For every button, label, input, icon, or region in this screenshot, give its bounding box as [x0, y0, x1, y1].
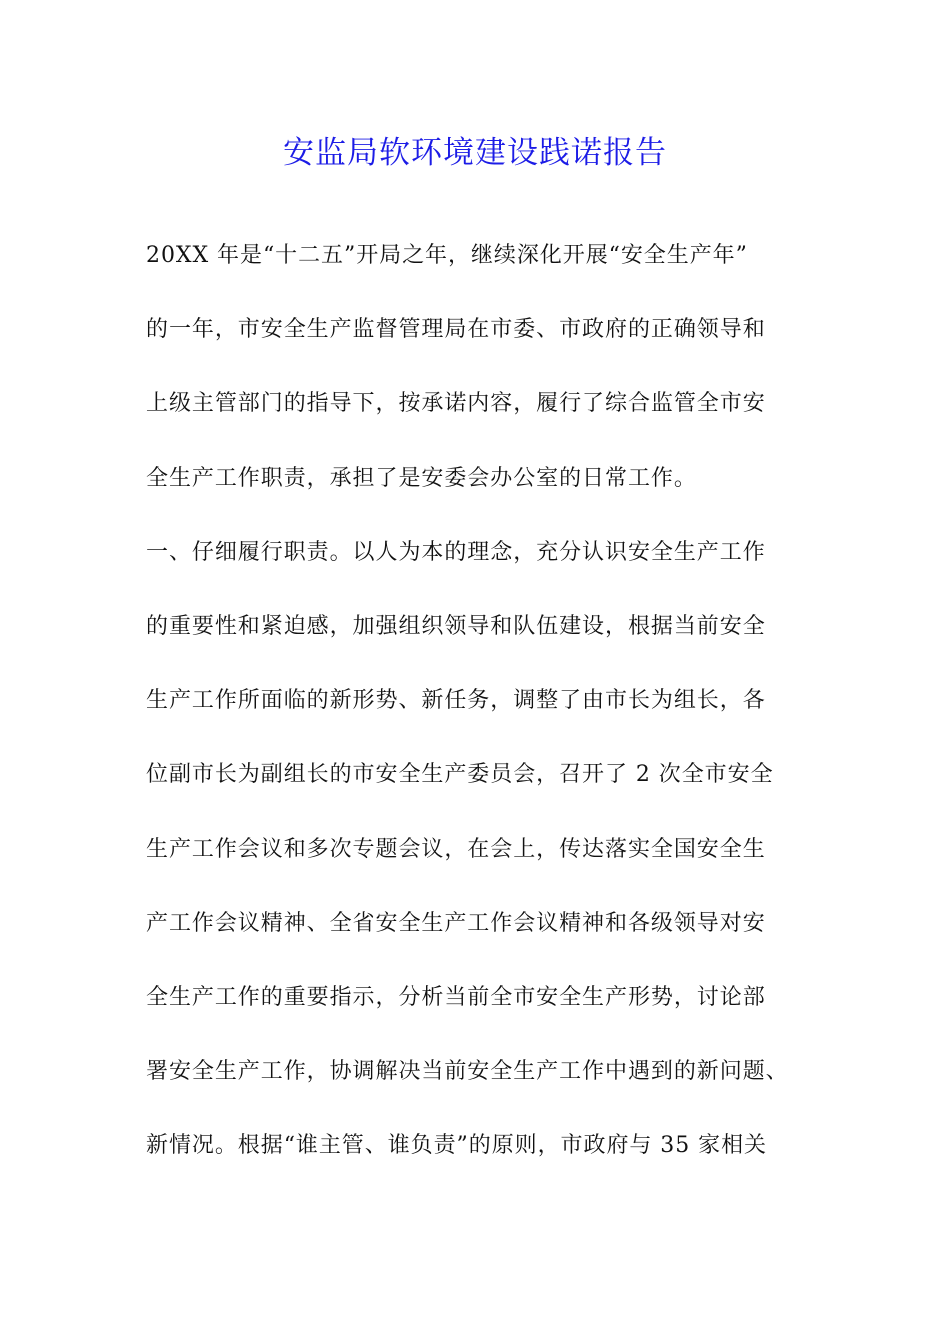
body-line: 产工作会议精神、全省安全生产工作会议精神和各级领导对安: [146, 910, 766, 936]
body-line: 位副市长为副组长的市安全生产委员会，召开了 2 次全市安全: [146, 762, 774, 788]
document-title: 安监局软环境建设践诺报告: [283, 135, 667, 171]
body-line: 的一年，市安全生产监督管理局在市委、市政府的正确领导和: [146, 317, 766, 343]
body-line: 全生产工作职责，承担了是安委会办公室的日常工作。: [146, 465, 697, 491]
body-line: 全生产工作的重要指示，分析当前全市安全生产形势，讨论部: [146, 984, 766, 1010]
body-line: 生产工作会议和多次专题会议，在会上，传达落实全国安全生: [146, 836, 766, 862]
body-line: 新情况。根据“谁主管、谁负责”的原则，市政府与 35 家相关: [146, 1133, 767, 1159]
body-line: 署安全生产工作，协调解决当前安全生产工作中遇到的新问题、: [146, 1059, 789, 1085]
document-body: [146, 236, 836, 1200]
body-line: 的重要性和紧迫感，加强组织领导和队伍建设，根据当前安全: [146, 613, 766, 639]
body-line: 生产工作所面临的新形势、新任务，调整了由市长为组长，各: [146, 688, 766, 714]
body-line: 上级主管部门的指导下，按承诺内容，履行了综合监管全市安: [146, 391, 766, 417]
body-line: 20XX 年是“十二五”开局之年，继续深化开展“安全生产年”: [146, 243, 748, 268]
body-line: 一、仔细履行职责。以人为本的理念，充分认识安全生产工作: [146, 539, 766, 565]
